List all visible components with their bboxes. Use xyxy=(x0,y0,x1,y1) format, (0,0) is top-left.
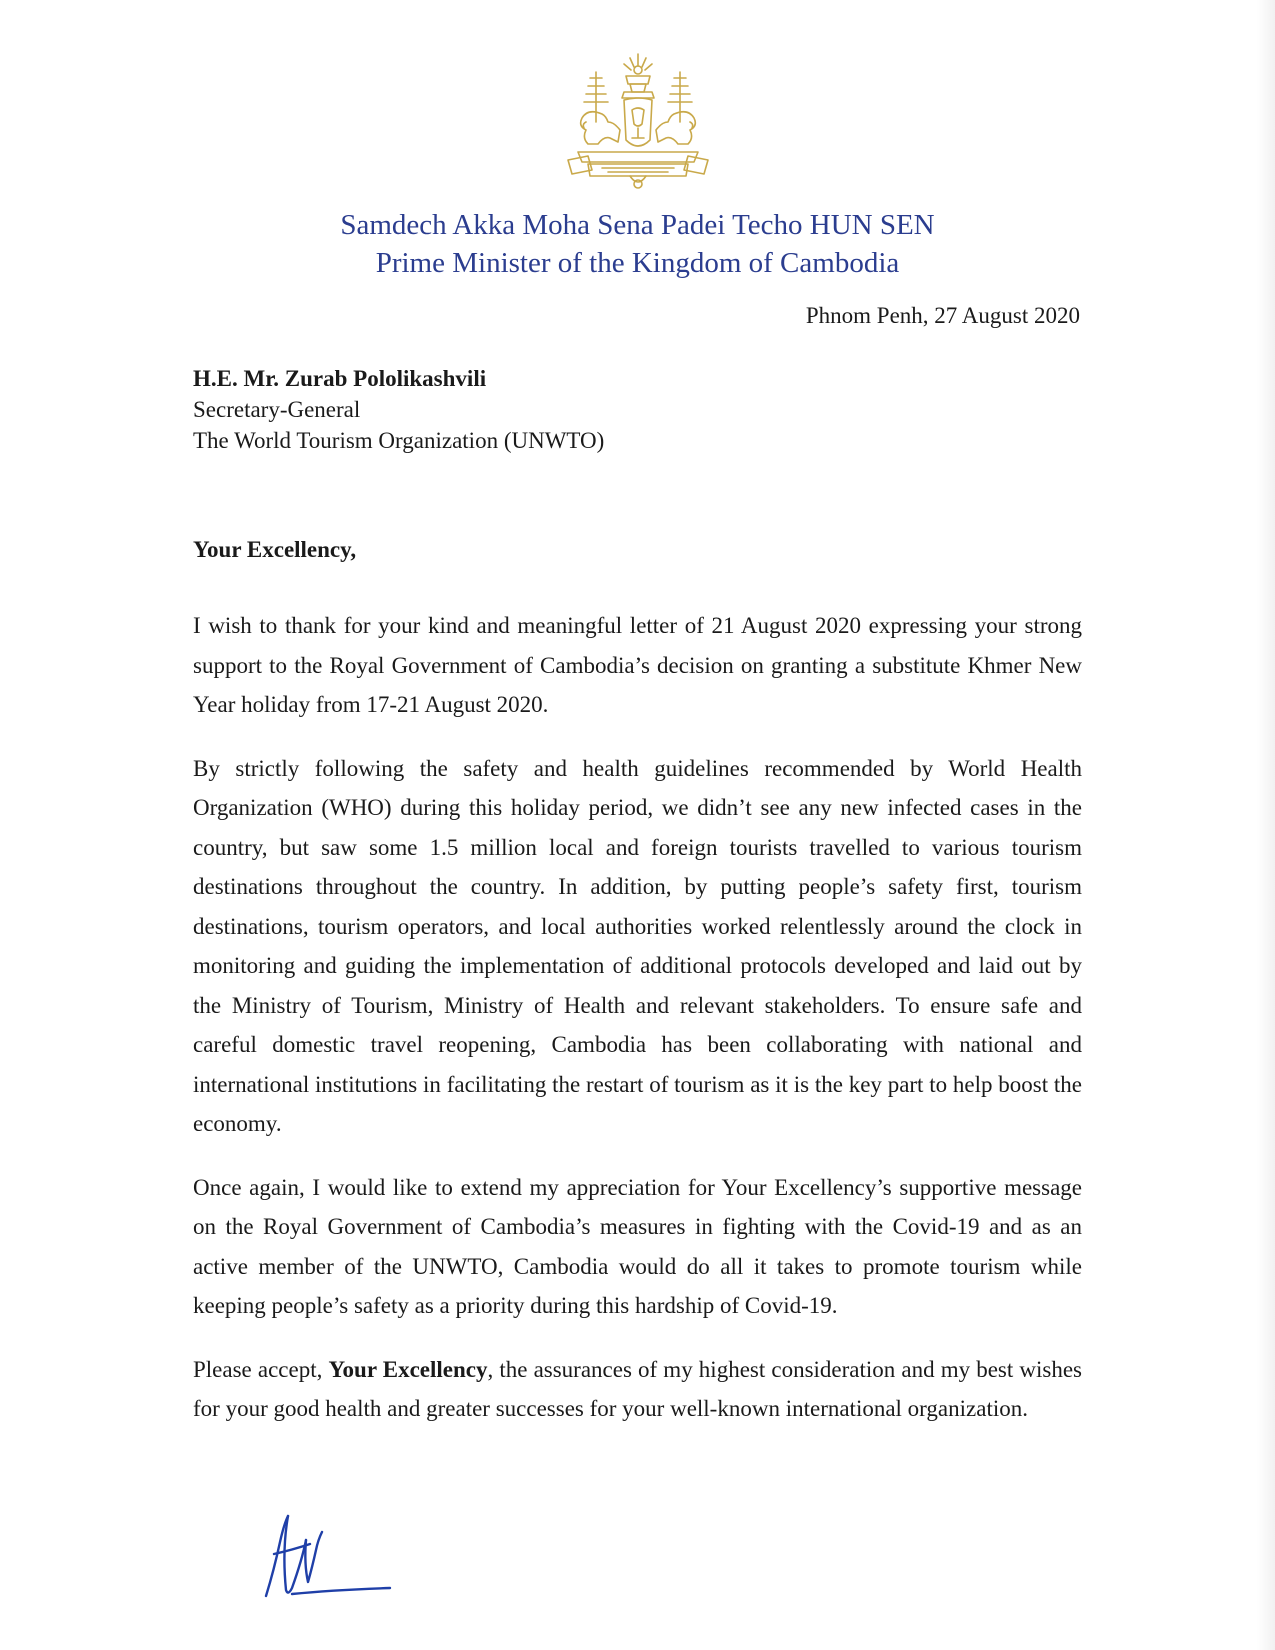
addressee-organization: The World Tourism Organization (UNWTO) xyxy=(193,428,605,453)
closing-bold: Your Excellency xyxy=(328,1356,488,1382)
letterhead xyxy=(0,206,1275,282)
addressee-block xyxy=(193,363,604,456)
addressee-name: H.E. Mr. Zurab Pololikashvili xyxy=(193,366,487,391)
letterhead-name: Samdech Akka Moha Sena Padei Techo HUN SEN xyxy=(340,209,935,241)
body-paragraph-2: By strictly following the safety and health guidelines recommended by World Health Organization (WHO) during this holiday period, we didn’t see any new infected cases in the country, but saw some 1.5 million local and foreign tourists travelled to various tourism destinations throughout the country. In addition, by putting people’s safety first, tourism destinations, tourism operators, and local authorities worked relentlessly around the clock in monitoring and guiding the implementation of additional protocols developed and laid out by the Ministry of Tourism, Ministry of Health and relevant stakeholders. To ensure safe and careful domestic travel reopening, Cambodia has been collaborating with national and international institutions in facilitating the restart of tourism as it is the key part to help boost the economy. xyxy=(193,755,1082,1136)
signature-icon xyxy=(262,1510,422,1602)
letterhead-title: Prime Minister of the Kingdom of Cambodia xyxy=(375,247,900,279)
date-line: Phnom Penh, 27 August 2020 xyxy=(805,303,1080,328)
closing-before: Please accept, xyxy=(193,1356,329,1382)
body-paragraph-1: I wish to thank for your kind and meaningful letter of 21 August 2020 expressing your strong support to the Royal Government of Cambodia’s decision on granting a substitute Khmer New Year holiday from 17-21 August 2020. xyxy=(193,613,1082,717)
addressee-title: Secretary-General xyxy=(193,397,361,422)
closing-after: , the assurances of my highest consideration and my best wishes for your good health and greater successes for your well-known international organization. xyxy=(193,1356,1082,1421)
letter-body xyxy=(193,606,1082,1453)
body-paragraph-3: Once again, I would like to extend my appreciation for Your Excellency’s supportive message on the Royal Government of Cambodia’s measures in fighting with the Covid-19 and as an active member of the UNWTO, Cambodia would do all it takes to promote tourism while keeping people’s safety as a priority during this hardship of Covid-19. xyxy=(193,1174,1082,1318)
closing-paragraph xyxy=(193,1350,1082,1429)
royal-coat-of-arms-emblem-icon xyxy=(558,52,718,194)
salutation: Your Excellency, xyxy=(193,537,357,562)
